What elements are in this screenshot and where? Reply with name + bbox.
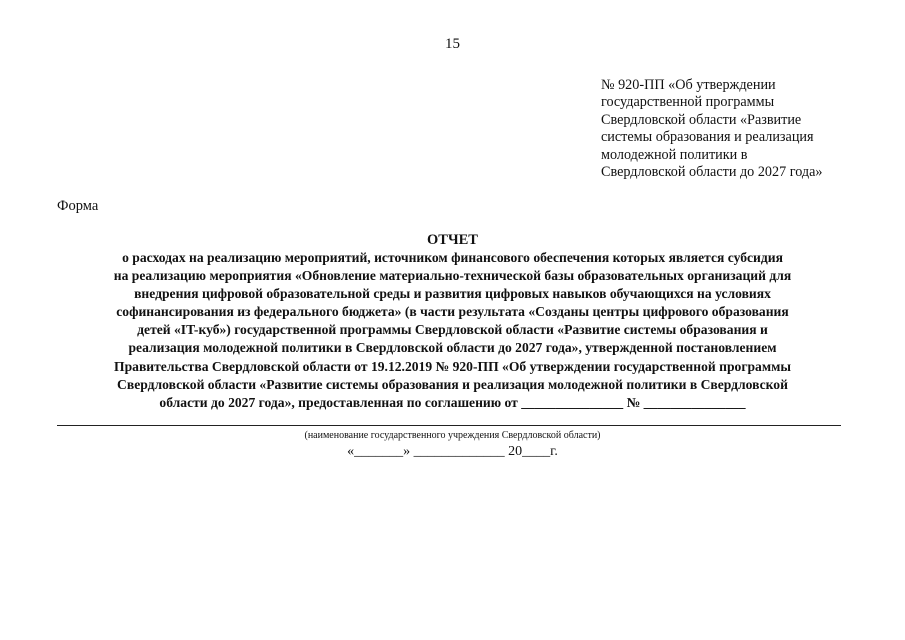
reference-line: Свердловской области «Развитие	[601, 111, 802, 128]
date-line: «_______» _____________ 20____г.	[347, 444, 558, 459]
reference-block	[601, 77, 823, 181]
institution-caption: (наименование государственного учреждения Свердловской области)	[304, 430, 601, 441]
reference-line: Свердловской области до 2027 года»	[601, 164, 823, 181]
subtitle-line: области до 2027 года», предоставленная по соглашению от _______________ № _______________	[159, 394, 746, 410]
report-title: ОТЧЕТ	[427, 232, 478, 248]
report-subtitle	[0, 249, 905, 412]
reference-line: молодежной политики в	[601, 146, 748, 163]
reference-line: системы образования и реализация	[601, 129, 814, 146]
subtitle-line: Правительства Свердловской области от 19.12.2019 № 920-ПП «Об утверждении государственной программы	[114, 358, 791, 374]
form-label: Форма	[57, 198, 99, 214]
subtitle-line: внедрения цифровой образовательной среды и развития цифровых навыков обучающихся на условиях	[134, 286, 771, 302]
reference-line: № 920-ПП «Об утверждении	[601, 77, 776, 93]
subtitle-line: детей «IT-куб») государственной программы Свердловской области «Развитие системы образования и	[137, 322, 768, 338]
subtitle-line: Свердловской области «Развитие системы образования и реализация молодежной политики в Свердловской	[117, 376, 788, 392]
reference-line: государственной программы	[601, 94, 775, 111]
institution-name-line	[57, 425, 841, 426]
subtitle-line: о расходах на реализацию мероприятий, источником финансового обеспечения которых является субсидия	[122, 250, 783, 265]
page-number: 15	[445, 36, 460, 52]
subtitle-line: реализация молодежной политики в Свердловской области до 2027 года», утвержденной постановлением	[128, 340, 777, 356]
subtitle-line: на реализацию мероприятия «Обновление материально-технической базы образовательных организаций для	[113, 268, 792, 284]
subtitle-line: софинансирования из федерального бюджета» (в части результата «Созданы центры цифрового образования	[116, 304, 789, 320]
